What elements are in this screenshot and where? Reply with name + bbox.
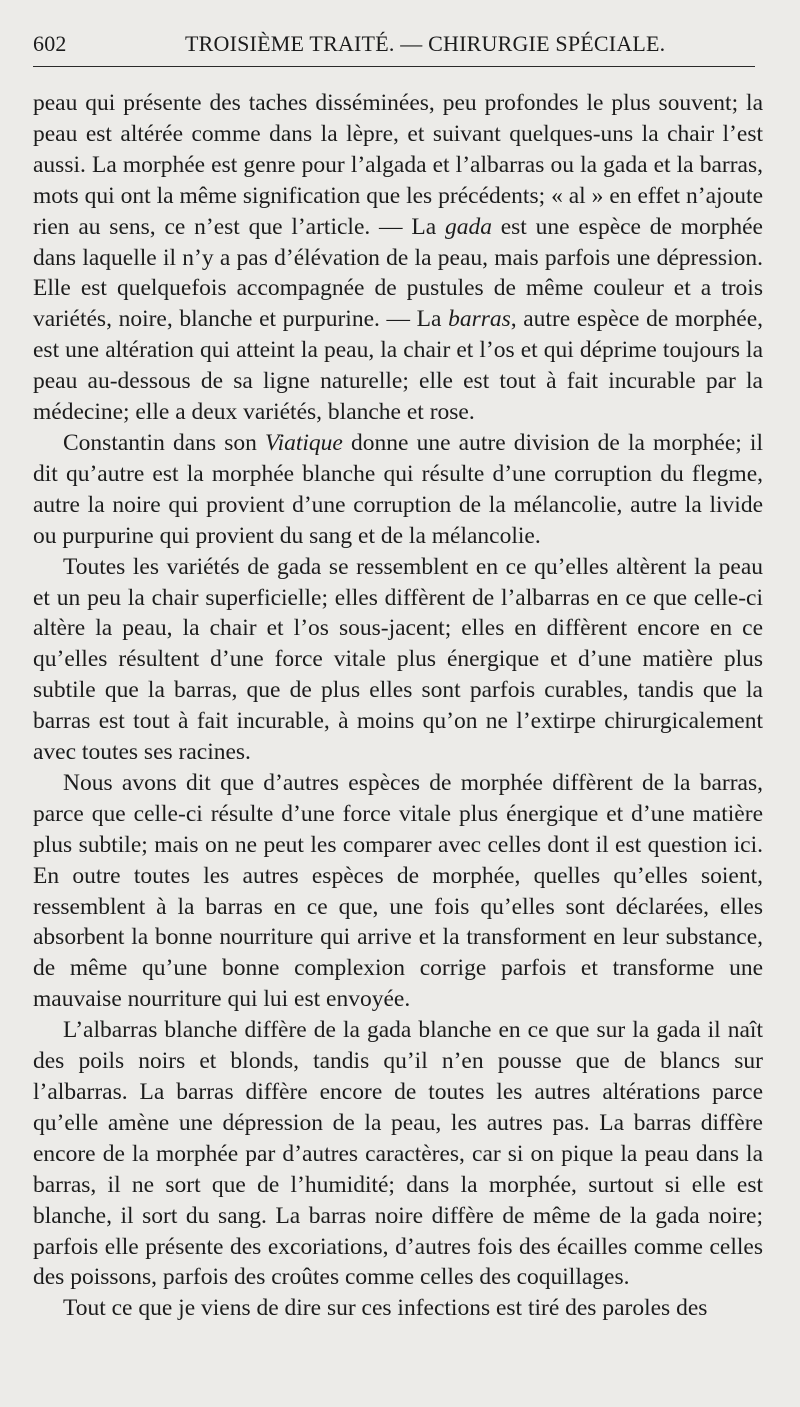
- text-run: donne une autre division de la morphée; il dit qu’autre est la morphée blanche qui résulte d’une corruption du flegme, autre la noire qui provient d’une corruption de la mélancolie, autre la livide ou purpurine qui provient du sang et de la mélancolie.: [33, 429, 763, 549]
- text-run: Tout ce que je viens de dire sur ces infections est tiré des paroles des: [63, 1295, 708, 1322]
- paragraph: [33, 768, 763, 1015]
- paragraph: [33, 1015, 763, 1293]
- body-text: [33, 88, 763, 1324]
- running-header: [33, 28, 755, 62]
- italic-term: barras: [448, 306, 511, 333]
- italic-term: gada: [444, 213, 492, 240]
- text-run: Toutes les variétés de gada se ressemblent en ce qu’elles altèrent la peau et un peu la chair superficielle; elles diffèrent de l’albarras en ce que celle-ci altère la peau, la chair et l’os sous-jacent; elles en diffèrent encore en ce qu’elles résultent d’une force vitale plus énergique et d’une matière plus subtile que la barras, que de plus elles sont parfois curables, tandis que la barras est tout à fait incurable, à moins qu’on ne l’extirpe chirurgicalement avec toutes ses racines.: [33, 553, 763, 766]
- page-number: 602: [33, 31, 67, 56]
- text-run: Constantin dans son: [63, 429, 265, 456]
- text-run: est une espèce de morphée dans laquelle il n’y a pas d’élévation de la peau, mais parfois une dépression. Elle est quelquefois accompagnée de pustules de même couleur et a trois variétés, noire, blanche et purpurine. — La: [33, 213, 763, 333]
- paragraph: [33, 1293, 763, 1324]
- text-run: Nous avons dit que d’autres espèces de morphée diffèrent de la barras, parce que celle-ci résulte d’une force vitale plus énergique et d’une matière plus subtile; mais on ne peut les comparer avec celles dont il est question ici. En outre toutes les autres espèces de morphée, quelles qu’elles soient, ressemblent à la barras en ce que, une fois qu’elles sont déclarées, elles absorbent la bonne nourriture qui arrive et la transforment en leur substance, de même qu’une bonne complexion corrige parfois et transforme une mauvaise nourriture qui lui est envoyée.: [33, 769, 763, 1013]
- text-run: peau qui présente des taches disséminées, peu profondes le plus souvent; la peau est altérée comme dans la lèpre, et suivant quelques-uns la chair l’est aussi. La morphée est genre pour l’algada et l’albarras ou la gada et la barras, mots qui ont la même signification que les précédents; « al » en effet n’ajoute rien au sens, ce n’est que l’article. — La: [33, 90, 763, 240]
- text-run: L’albarras blanche diffère de la gada blanche en ce que sur la gada il naît des poils noirs et blonds, tandis qu’il n’en pousse que de blancs sur l’albarras. La barras diffère encore de toutes les autres altérations parce qu’elle amène une dépression de la peau, les autres pas. La barras diffère encore de la morphée par d’autres caractères, car si on pique la peau dans la barras, il ne sort que de l’humidité; dans la morphée, surtout si elle est blanche, il sort du sang. La barras noire diffère de même de la gada noire; parfois elle présente des excoriations, d’autres fois des écailles comme celles des poissons, parfois des croûtes comme celles des coquillages.: [33, 1017, 763, 1291]
- paragraph: [33, 428, 763, 552]
- text-run: , autre espèce de morphée, est une altération qui atteint la peau, la chair et l’os et qui déprime toujours la peau au-dessous de sa ligne naturelle; elle est tout à fait incurable par la médecine; elle a deux variétés, blanche et rose.: [33, 306, 763, 426]
- paragraph: [33, 552, 763, 768]
- paragraph: [33, 88, 763, 428]
- italic-term: Viatique: [264, 429, 343, 456]
- header-rule: [33, 66, 755, 67]
- running-title: TROISIÈME TRAITÉ. — CHIRURGIE SPÉCIALE.: [185, 31, 666, 56]
